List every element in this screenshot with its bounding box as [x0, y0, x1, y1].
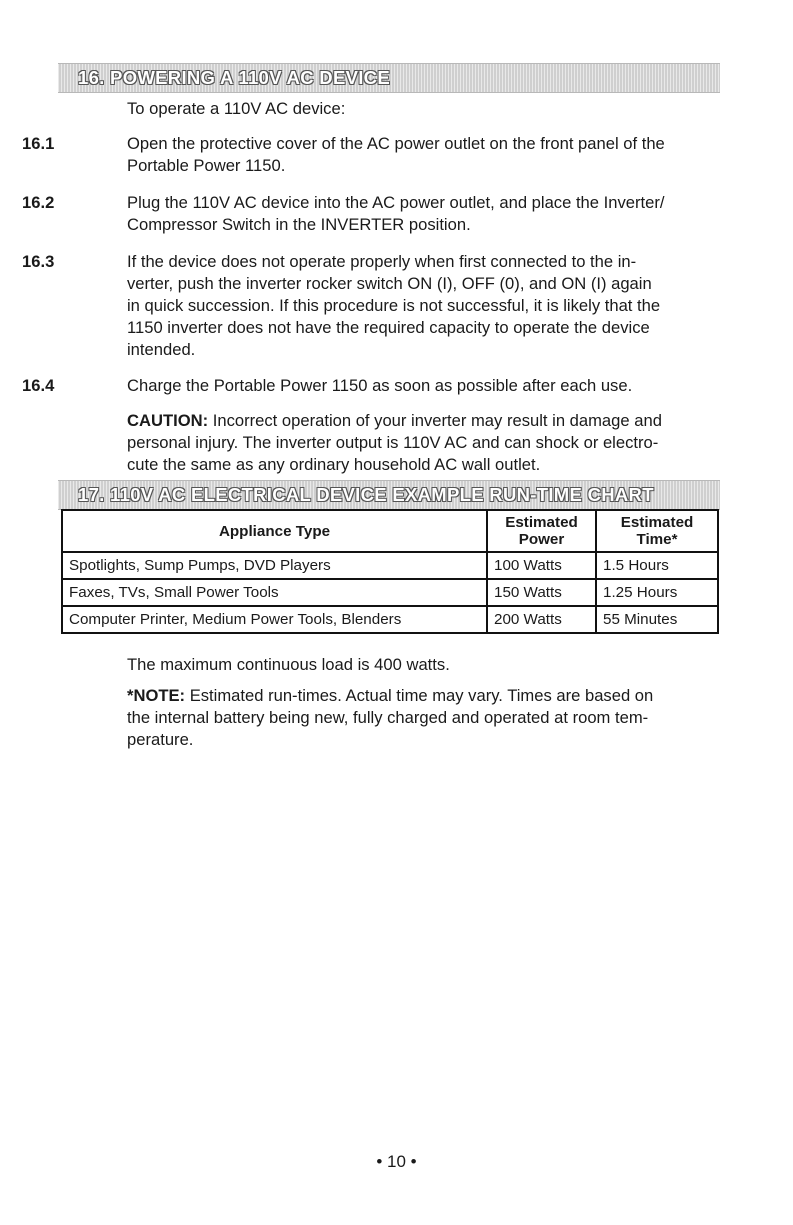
section-16-heading: 16. POWERING A 110V AC DEVICE [78, 67, 390, 88]
table-cell: Faxes, TVs, Small Power Tools [62, 579, 487, 606]
table-row [62, 606, 718, 633]
caution-label: CAUTION: [127, 411, 209, 430]
page-number: • 10 • [376, 1152, 417, 1171]
table-header-row [62, 510, 718, 552]
table-cell: 1.5 Hours [596, 552, 718, 579]
caution-line: personal injury. The inverter output is 110V AC and can shock or electro- [127, 433, 659, 452]
step-text-line: If the device does not operate properly when first connected to the in- [127, 252, 637, 271]
step-number: 16.3 [22, 252, 55, 271]
note-text: Estimated run-times. Actual time may vary. Times are based on [185, 686, 654, 705]
table-row [62, 552, 718, 579]
note-label: *NOTE: [127, 686, 186, 705]
step-number: 16.2 [22, 193, 55, 212]
table-row [62, 579, 718, 606]
table-cell: 1.25 Hours [596, 579, 718, 606]
step-text-line: verter, push the inverter rocker switch ON (I), OFF (0), and ON (I) again [127, 274, 652, 293]
table-cell: Computer Printer, Medium Power Tools, Blenders [62, 606, 487, 633]
table-cell: Spotlights, Sump Pumps, DVD Players [62, 552, 487, 579]
note-line: perature. [127, 730, 194, 749]
step-text-line: Charge the Portable Power 1150 as soon as possible after each use. [127, 376, 633, 395]
caution-text: Incorrect operation of your inverter may result in damage and [208, 411, 662, 430]
section-16-intro: To operate a 110V AC device: [127, 99, 346, 118]
step-text-line: Plug the 110V AC device into the AC power outlet, and place the Inverter/ [127, 193, 665, 212]
header-estimated-time: Estimated Time* [596, 510, 718, 552]
max-load-text: The maximum continuous load is 400 watts. [127, 655, 450, 674]
step-text-line: Compressor Switch in the INVERTER position. [127, 215, 471, 234]
step-text-line: in quick succession. If this procedure is not successful, it is likely that the [127, 296, 661, 315]
header-appliance-type: Appliance Type [62, 510, 487, 552]
section-16-heading-band [58, 63, 720, 93]
header-estimated-power: Estimated Power [487, 510, 596, 552]
note-line: the internal battery being new, fully charged and operated at room tem- [127, 708, 649, 727]
step-text-line: 1150 inverter does not have the required capacity to operate the device [127, 318, 650, 337]
table-cell: 200 Watts [487, 606, 596, 633]
table-cell: 150 Watts [487, 579, 596, 606]
step-text-line: Open the protective cover of the AC power outlet on the front panel of the [127, 134, 665, 153]
caution-line: cute the same as any ordinary household AC wall outlet. [127, 455, 541, 474]
caution-line [127, 410, 662, 432]
section-17-heading: 17. 110V AC ELECTRICAL DEVICE EXAMPLE RUN-TIME CHART [78, 484, 654, 505]
step-text-line: Portable Power 1150. [127, 156, 286, 175]
table-cell: 100 Watts [487, 552, 596, 579]
step-number: 16.4 [22, 376, 55, 395]
run-time-table [61, 509, 719, 634]
section-17-heading-band [58, 480, 720, 510]
table-cell: 55 Minutes [596, 606, 718, 633]
note-line [127, 685, 653, 707]
step-number: 16.1 [22, 134, 55, 153]
step-text-line: intended. [127, 340, 196, 359]
